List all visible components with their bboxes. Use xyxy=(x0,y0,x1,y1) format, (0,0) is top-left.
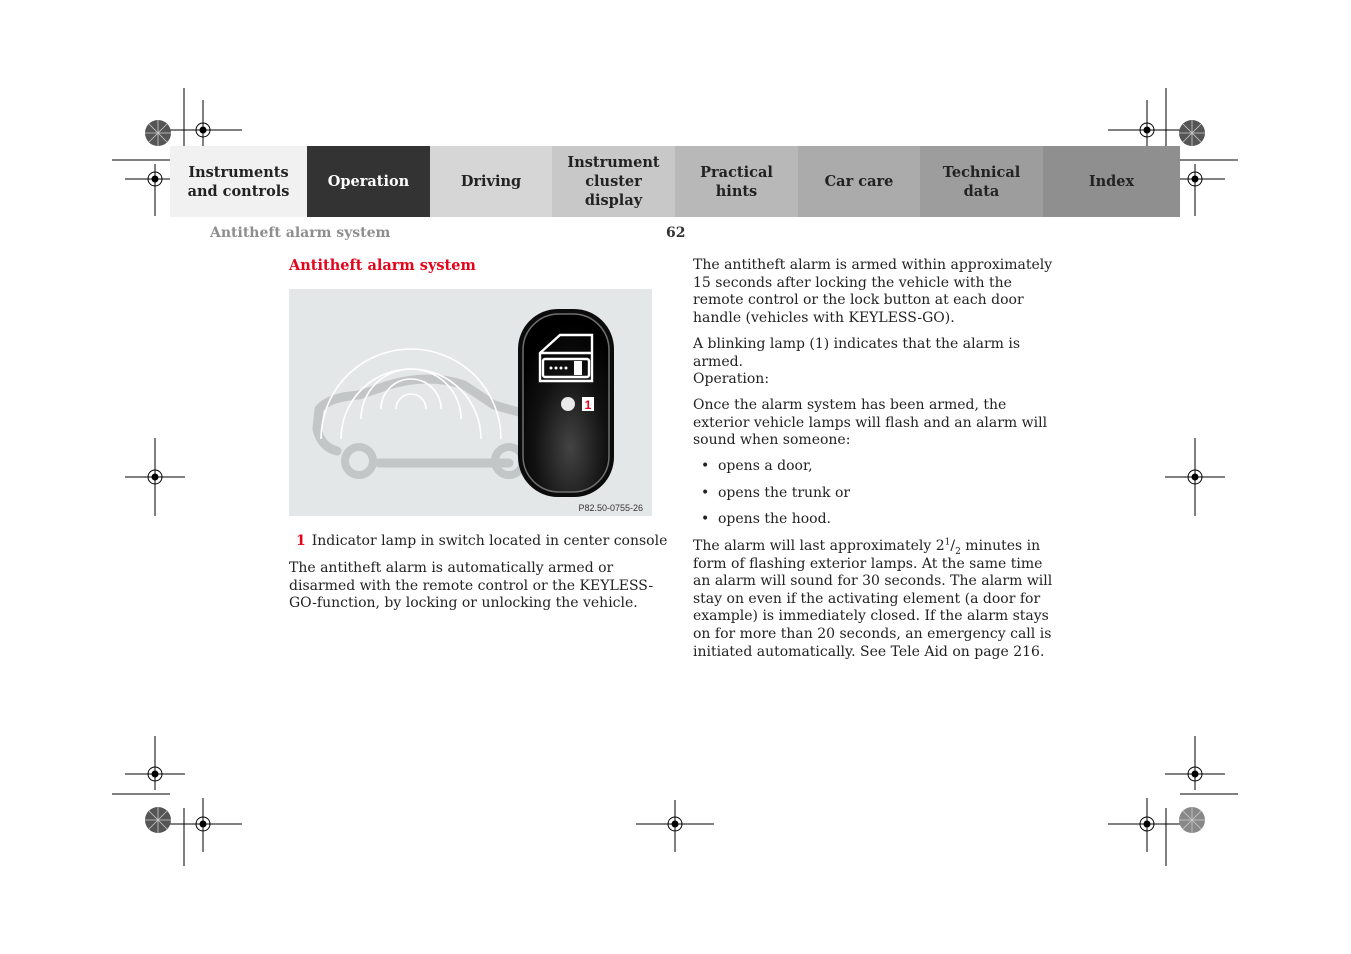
callout-legend xyxy=(296,533,667,549)
fraction-denominator: 2 xyxy=(955,546,961,557)
section-tabs xyxy=(170,146,1180,217)
indicator-lamp-icon xyxy=(561,397,575,411)
tab-technical-data[interactable]: Technical data xyxy=(920,146,1043,217)
p5-rest: minutes in form of flashing exterior lamps. At the same time an alarm will sound for 30 seconds. The alarm will stay on even if the activating element (a door for example) is immediately closed. If the alarm stays on for more than 20 seconds, an emergency call is initiated automatically. See Tele Aid on page 216. xyxy=(693,538,1053,660)
right-paragraph-1: The antitheft alarm is armed within approximately 15 seconds after locking the vehicle with the remote control or the lock button at each door handle (vehicles with KEYLESS-GO). xyxy=(693,257,1053,326)
running-header-section-title: Antitheft alarm system xyxy=(210,225,391,241)
left-paragraph: The antitheft alarm is automatically armed or disarmed with the remote control or the KEYLESS-GO-function, by locking or unlocking the vehicle. xyxy=(289,560,654,612)
tab-instrument-cluster-display[interactable]: Instrument cluster display xyxy=(552,146,675,217)
right-paragraph-5 xyxy=(693,538,1061,661)
list-item: • opens the trunk or xyxy=(701,485,850,512)
fraction-numerator: 1 xyxy=(944,537,951,548)
figure-id: P82.50-0755-26 xyxy=(578,503,643,513)
tab-driving[interactable]: Driving xyxy=(430,146,552,217)
right-paragraph-4: Once the alarm system has been armed, the exterior vehicle lamps will flash and an alarm will sound when someone: xyxy=(693,397,1048,449)
section-heading: Antitheft alarm system xyxy=(289,257,476,274)
figure-callout-number: 1 xyxy=(584,398,592,412)
tab-operation[interactable]: Operation xyxy=(307,146,430,217)
right-paragraph-2: A blinking lamp (1) indicates that the alarm is armed. xyxy=(693,336,1021,370)
p5-start: The alarm will last approximately 2 xyxy=(693,538,945,554)
tab-practical-hints[interactable]: Practical hints xyxy=(675,146,798,217)
tab-instruments-and-controls[interactable]: Instruments and controls xyxy=(170,146,307,217)
callout-text: Indicator lamp in switch located in center console xyxy=(311,533,668,549)
alarm-switch-button-icon xyxy=(518,309,614,497)
alarm-switch-illustration xyxy=(289,289,652,516)
tab-index[interactable]: Index xyxy=(1043,146,1180,217)
tab-car-care[interactable]: Car care xyxy=(798,146,920,217)
right-paragraph-3: Operation: xyxy=(693,371,770,387)
bullet-list xyxy=(701,458,850,538)
page-number: 62 xyxy=(666,225,686,241)
list-item: • opens a door, xyxy=(701,458,850,485)
list-item: • opens the hood. xyxy=(701,511,850,538)
callout-number: 1 xyxy=(296,533,306,549)
fraction-slash: / xyxy=(950,538,956,554)
